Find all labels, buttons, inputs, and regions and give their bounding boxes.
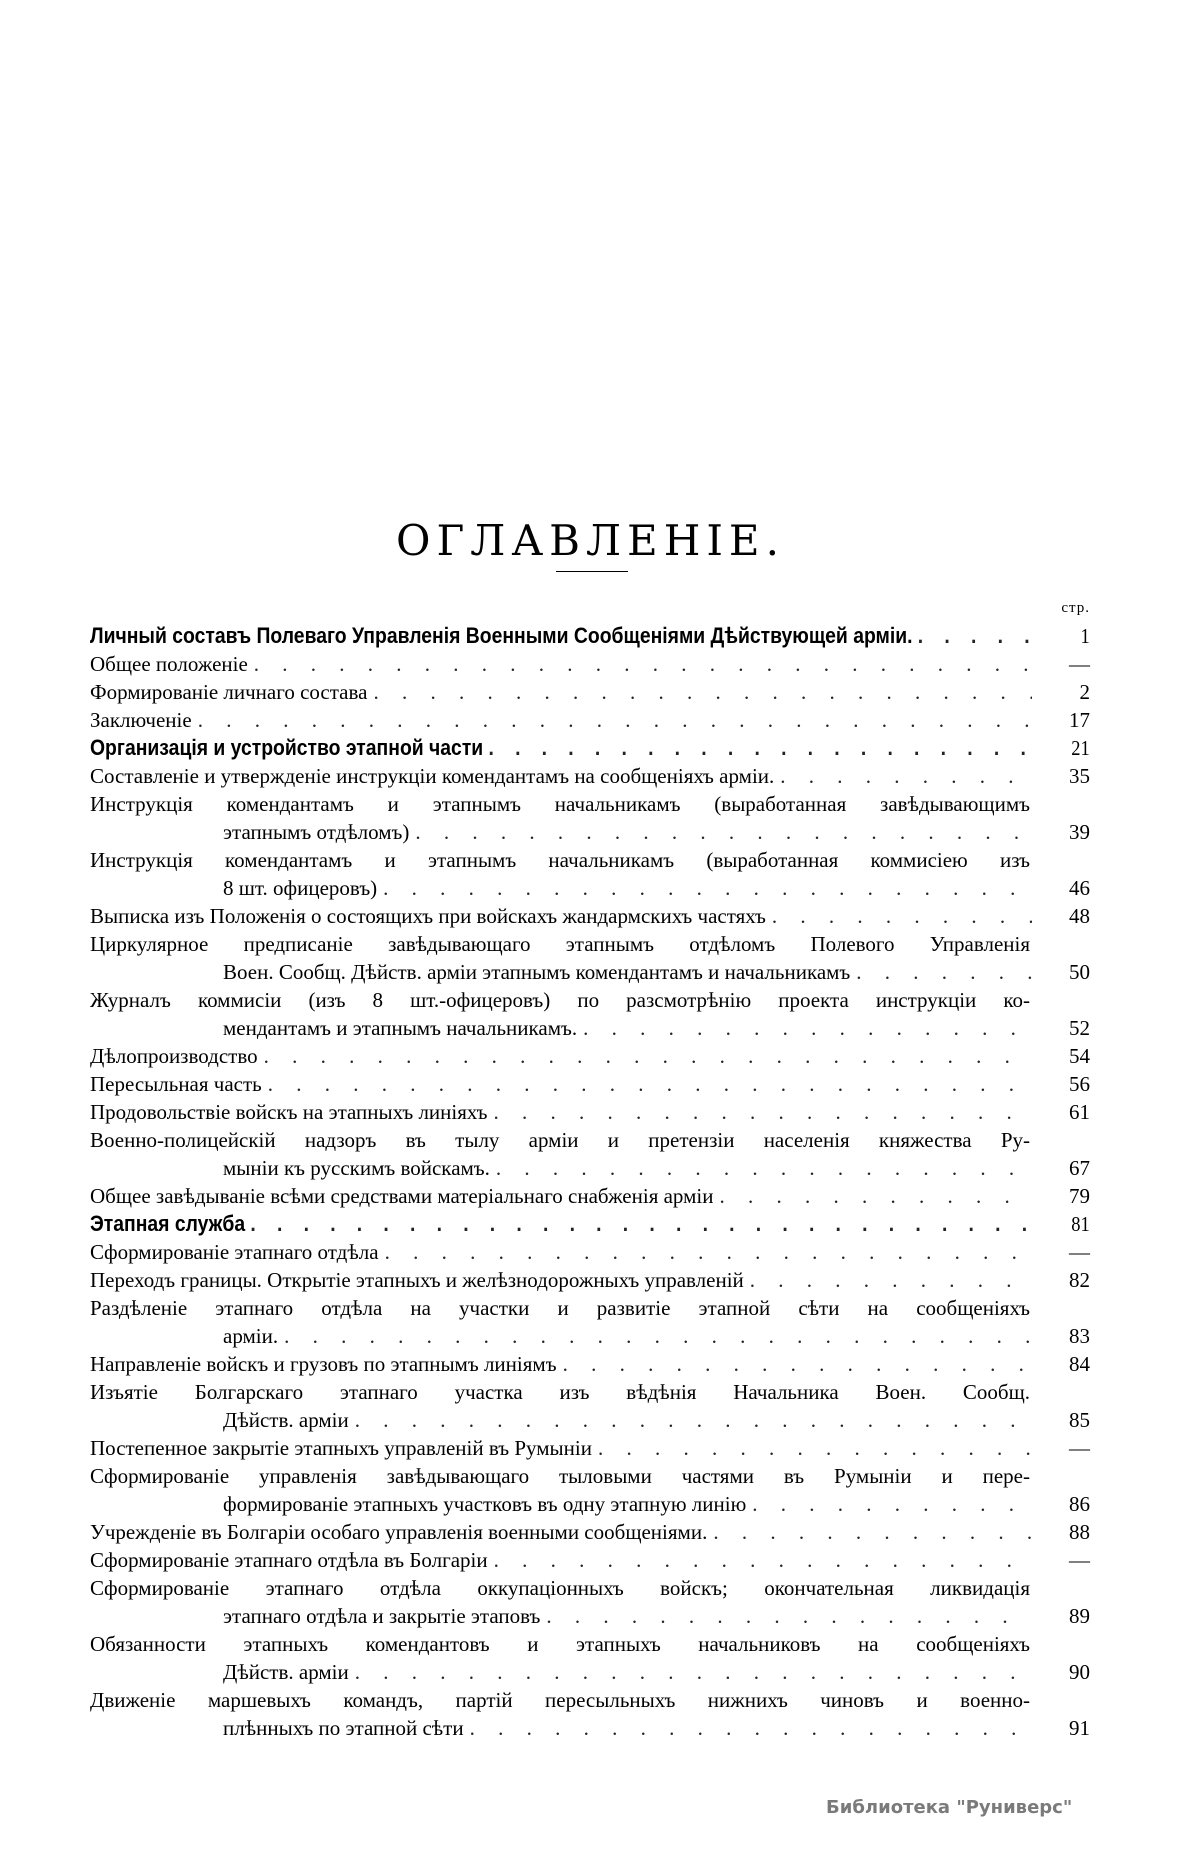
entry-title-line1: Сформированіе этапнаго отдѣла оккупаціонныхъ войскъ; окончательная ликвидація <box>90 1576 1030 1600</box>
entry-title-line1: Изъятіе Болгарскаго этапнаго участка изъ вѣдѣнія Начальника Воен. Сообщ. <box>90 1380 1030 1404</box>
page-number: 91 <box>1069 1716 1090 1740</box>
page-number: 81 <box>1071 1212 1090 1236</box>
toc-entry[interactable] <box>90 1462 1090 1518</box>
title-divider <box>556 571 628 572</box>
entry-text-wrap <box>90 1434 1040 1462</box>
entry-title: Этапная служба <box>90 1211 246 1236</box>
entry-title: Дѣлопроизводство <box>90 1044 258 1068</box>
toc-entry[interactable] <box>90 762 1090 790</box>
toc-entry[interactable] <box>90 1070 1090 1098</box>
entry-title: Личный составъ Полеваго Управленія Военными Сообщеніями Дѣйствующей арміи. <box>90 623 913 648</box>
entry-text-wrap <box>90 762 1040 790</box>
toc-title: ОГЛАВЛЕНІЕ. <box>396 516 785 566</box>
entry-title-line2-row <box>90 1658 1090 1686</box>
dot-leader <box>373 678 1032 706</box>
page-number: 17 <box>1069 708 1090 732</box>
entry-title: Продовольствіе войскъ на этапныхъ линіяхъ <box>90 1100 488 1124</box>
entry-text-wrap <box>90 1546 1040 1574</box>
toc-section-entry[interactable] <box>90 1210 1090 1238</box>
dot-leader <box>355 1658 1032 1686</box>
toc-entry[interactable] <box>90 1042 1090 1070</box>
page-number: 61 <box>1069 1100 1090 1124</box>
dot-leader <box>250 1210 1038 1238</box>
dot-leader <box>713 1518 1032 1546</box>
entry-text-wrap <box>223 874 1040 902</box>
toc-entry[interactable] <box>90 1546 1090 1574</box>
toc-entry[interactable] <box>90 1126 1090 1182</box>
toc-entry[interactable] <box>90 1630 1090 1686</box>
entry-title: Организація и устройство этапной части <box>90 735 484 760</box>
page-number: 21 <box>1071 736 1090 760</box>
entry-title-line2: плѣнныхъ по этапной сѣти <box>223 1716 464 1740</box>
page-number: 2 <box>1079 680 1090 704</box>
entry-title: Выписка изъ Положенія о состоящихъ при войскахъ жандармскихъ частяхъ <box>90 904 766 928</box>
entry-title-line2-row <box>90 1014 1090 1042</box>
dot-leader <box>583 1014 1032 1042</box>
page-number: — <box>1069 1548 1090 1572</box>
page-number: 67 <box>1069 1156 1090 1180</box>
entry-text-wrap <box>90 650 1040 678</box>
page-number: 90 <box>1069 1660 1090 1684</box>
toc-entry[interactable] <box>90 706 1090 734</box>
toc-section-entry[interactable] <box>90 734 1090 762</box>
dot-leader <box>385 1238 1032 1266</box>
entry-title-line1: Циркулярное предписаніе завѣдывающаго этапнымъ отдѣломъ Полевого Управленія <box>90 932 1030 956</box>
entry-title: Заключеніе <box>90 708 192 732</box>
toc-entry[interactable] <box>90 902 1090 930</box>
entry-text-wrap <box>223 1658 1040 1686</box>
dot-leader <box>355 1406 1032 1434</box>
entry-title: Общее завѣдываніе всѣми средствами матеріальнаго снабженія арміи <box>90 1184 714 1208</box>
entry-title: Сформированіе этапнаго отдѣла <box>90 1240 379 1264</box>
page-number: 46 <box>1069 876 1090 900</box>
entry-text-wrap <box>90 1182 1040 1210</box>
toc-entry[interactable] <box>90 1574 1090 1630</box>
entry-text-wrap <box>90 1238 1040 1266</box>
toc-spacer <box>90 600 1090 622</box>
entry-title-line1: Инструкція комендантамъ и этапнымъ начальникамъ (выработанная завѣдывающимъ <box>90 792 1030 816</box>
dot-leader <box>488 734 1038 762</box>
entry-title-line2-row <box>90 1602 1090 1630</box>
page-number: 83 <box>1069 1324 1090 1348</box>
page-column-header: стр. <box>1061 600 1090 616</box>
dot-leader <box>493 1098 1032 1126</box>
toc-entry[interactable] <box>90 1098 1090 1126</box>
toc-entry[interactable] <box>90 1182 1090 1210</box>
toc-entry[interactable] <box>90 1294 1090 1350</box>
entry-text-wrap <box>223 1322 1040 1350</box>
dot-leader <box>254 650 1032 678</box>
entry-title-line2: Дѣйств. арміи <box>223 1660 349 1684</box>
dot-leader <box>198 706 1032 734</box>
entry-text-wrap <box>223 818 1040 846</box>
entry-title-line2: этапнымъ отдѣломъ) <box>223 820 410 844</box>
page-number: 39 <box>1069 820 1090 844</box>
page-number: 56 <box>1069 1072 1090 1096</box>
entry-title-line1: Движеніе маршевыхъ командъ, партій пересыльныхъ нижнихъ чиновъ и военно- <box>90 1688 1030 1712</box>
dot-leader <box>918 622 1039 650</box>
dot-leader <box>496 1154 1032 1182</box>
entry-title-line2-row <box>90 1154 1090 1182</box>
page-number: 84 <box>1069 1352 1090 1376</box>
page-number: — <box>1069 652 1090 676</box>
page-number: 79 <box>1069 1184 1090 1208</box>
entry-text-wrap <box>223 1490 1040 1518</box>
table-of-contents <box>90 600 1090 1742</box>
entry-text-wrap <box>90 1070 1040 1098</box>
entry-title: Постепенное закрытіе этапныхъ управленій въ Румыніи <box>90 1436 592 1460</box>
toc-entry[interactable] <box>90 1238 1090 1266</box>
dot-leader <box>284 1322 1032 1350</box>
entry-title-line2-row <box>90 1322 1090 1350</box>
entry-title: Учрежденіе въ Болгаріи особаго управленія военными сообщеніями. <box>90 1520 708 1544</box>
toc-entry[interactable] <box>90 1434 1090 1462</box>
entry-title-line2: Воен. Сообщ. Дѣйств. арміи этапнымъ комендантамъ и начальникамъ <box>223 960 851 984</box>
toc-entry[interactable] <box>90 986 1090 1042</box>
entry-title-line1: Инструкція комендантамъ и этапнымъ начальникамъ (выработанная коммисіею изъ <box>90 848 1030 872</box>
dot-leader <box>598 1434 1032 1462</box>
entry-text-wrap <box>223 958 1040 986</box>
page-number: 48 <box>1069 904 1090 928</box>
entry-text-wrap <box>90 1210 1046 1238</box>
entry-title-line1: Военно-полицейскій надзоръ въ тылу арміи и претензіи населенія княжества Ру- <box>90 1128 1030 1152</box>
entry-text-wrap <box>90 1518 1040 1546</box>
page-number: 88 <box>1069 1520 1090 1544</box>
entry-text-wrap <box>223 1714 1040 1742</box>
toc-entry[interactable] <box>90 1350 1090 1378</box>
entry-title-line1: Журналъ коммисіи (изъ 8 шт.-офицеровъ) по разсмотрѣнію проекта инструкціи ко- <box>90 988 1030 1012</box>
entry-title-line1: Обязанности этапныхъ комендантовъ и этапныхъ начальниковъ на сообщеніяхъ <box>90 1632 1030 1656</box>
entry-title-line2-row <box>90 874 1090 902</box>
entry-title-line2-row <box>90 1406 1090 1434</box>
entry-title: Переходъ границы. Открытіе этапныхъ и желѣзнодорожныхъ управленій <box>90 1268 744 1292</box>
dot-leader <box>752 1490 1032 1518</box>
dot-leader <box>750 1266 1032 1294</box>
toc-entry[interactable] <box>90 930 1090 986</box>
entry-title-line1: Раздѣленіе этапнаго отдѣла на участки и развитіе этапной сѣти на сообщеніяхъ <box>90 1296 1030 1320</box>
page-number: 89 <box>1069 1604 1090 1628</box>
dot-leader <box>546 1602 1032 1630</box>
entry-title: Сформированіе этапнаго отдѣла въ Болгаріи <box>90 1548 488 1572</box>
page-number: 1 <box>1080 624 1090 648</box>
dot-leader <box>494 1546 1032 1574</box>
entry-text-wrap <box>90 1266 1040 1294</box>
page-number: 85 <box>1069 1408 1090 1432</box>
dot-leader <box>383 874 1032 902</box>
entry-title-line2: формированіе этапныхъ участковъ въ одну этапную линію <box>223 1492 747 1516</box>
entry-title: Общее положеніе <box>90 652 248 676</box>
dot-leader <box>780 762 1032 790</box>
entry-title-line2: этапнаго отдѣла и закрытіе этаповъ <box>223 1604 541 1628</box>
toc-entry[interactable] <box>90 1518 1090 1546</box>
entry-text-wrap <box>90 1042 1040 1070</box>
entry-text-wrap <box>90 734 1046 762</box>
entry-text-wrap <box>90 678 1040 706</box>
toc-entry[interactable] <box>90 1686 1090 1742</box>
page-number: 86 <box>1069 1492 1090 1516</box>
entry-text-wrap <box>223 1406 1040 1434</box>
entry-title-line2-row <box>90 1714 1090 1742</box>
toc-entry[interactable] <box>90 846 1090 902</box>
entry-title-line2: мендантамъ и этапнымъ начальникамъ. <box>223 1016 578 1040</box>
page-number: 82 <box>1069 1268 1090 1292</box>
entry-title-line2: мыніи къ русскимъ войскамъ. <box>223 1156 490 1180</box>
page-number: 35 <box>1069 764 1090 788</box>
dot-leader <box>856 958 1032 986</box>
page-number: 52 <box>1069 1016 1090 1040</box>
dot-leader <box>772 902 1032 930</box>
entry-text-wrap <box>90 902 1040 930</box>
entry-title-line2: Дѣйств. арміи <box>223 1408 349 1432</box>
toc-section-entry[interactable] <box>90 622 1090 650</box>
dot-leader <box>415 818 1032 846</box>
dot-leader <box>470 1714 1032 1742</box>
entry-title: Пересыльная часть <box>90 1072 262 1096</box>
library-watermark: Библиотека "Руниверс" <box>826 1797 1073 1818</box>
entry-text-wrap <box>223 1154 1040 1182</box>
dot-leader <box>719 1182 1032 1210</box>
entry-title-line2-row <box>90 958 1090 986</box>
entry-title: Составленіе и утвержденіе инструкціи комендантамъ на сообщеніяхъ арміи. <box>90 764 775 788</box>
entry-text-wrap <box>223 1014 1040 1042</box>
page-number: — <box>1069 1436 1090 1460</box>
page-number: 54 <box>1069 1044 1090 1068</box>
entry-title-line1: Сформированіе управленія завѣдывающаго тыловыми частями въ Румыніи и пере- <box>90 1464 1030 1488</box>
toc-entry[interactable] <box>90 1378 1090 1434</box>
entry-title-line2-row <box>90 818 1090 846</box>
entry-title: Формированіе личнаго состава <box>90 680 368 704</box>
entry-title-line2: арміи. <box>223 1324 279 1348</box>
entry-text-wrap <box>90 1350 1040 1378</box>
dot-leader <box>563 1350 1032 1378</box>
toc-entry[interactable] <box>90 790 1090 846</box>
dot-leader <box>264 1042 1032 1070</box>
dot-leader <box>268 1070 1032 1098</box>
toc-entry[interactable] <box>90 1266 1090 1294</box>
entry-text-wrap <box>90 622 1046 650</box>
entry-title-line2-row <box>90 1490 1090 1518</box>
page-number: 50 <box>1069 960 1090 984</box>
entry-text-wrap <box>90 1098 1040 1126</box>
entry-text-wrap <box>90 706 1040 734</box>
entry-title-line2: 8 шт. офицеровъ) <box>223 876 378 900</box>
entry-text-wrap <box>223 1602 1040 1630</box>
toc-entry[interactable] <box>90 678 1090 706</box>
entry-title: Направленіе войскъ и грузовъ по этапнымъ линіямъ <box>90 1352 557 1376</box>
toc-entry[interactable] <box>90 650 1090 678</box>
page-number: — <box>1069 1240 1090 1264</box>
